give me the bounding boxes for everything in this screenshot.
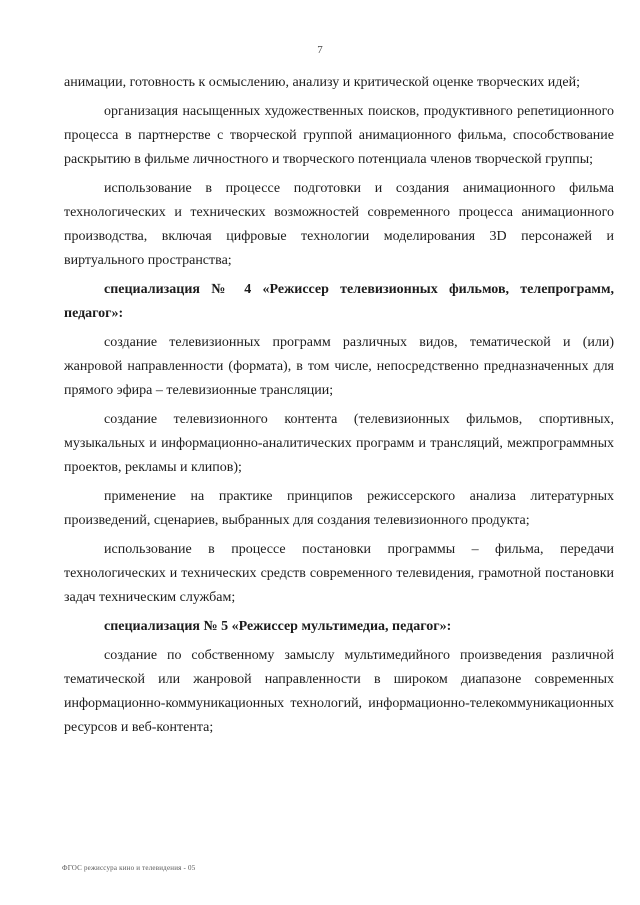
paragraph-multimedia-creation: создание по собственному замыслу мультимедийного произведения различной тематической или жанровой направленности в широком диапазоне современных информационно-коммуникационных технологий, информационно-телекоммуникационных ресурсов и веб-контента; bbox=[64, 648, 614, 735]
paragraph-tv-staging: использование в процессе постановки программы – фильма, передачи технологических и технических средств современного телевидения, грамотной постановки задач техническим службам; bbox=[64, 542, 614, 605]
paragraph-rehearsal-process: организация насыщенных художественных поисков, продуктивного репетиционного процесса в партнерстве с творческой группой анимационного фильма, способствование раскрытию в фильме личностного и творческого потенциала членов творческой группы; bbox=[64, 104, 614, 167]
paragraph-animation-technologies: использование в процессе подготовки и создания анимационного фильма технологических и технических возможностей современного процесса анимационного производства, включая цифровые технологии моделирования 3D персонажей и виртуального пространства; bbox=[64, 181, 614, 268]
paragraph-tv-content: создание телевизионного контента (телевизионных фильмов, спортивных, музыкальных и информационно-аналитических программ и трансляций, межпрограммных проектов, рекламы и клипов); bbox=[64, 412, 614, 475]
paragraph-tv-programs: создание телевизионных программ различных видов, тематической и (или) жанровой направленности (формата), в том числе, непосредственно предназначенных для прямого эфира – телевизионные трансляции; bbox=[64, 335, 614, 398]
document-body bbox=[64, 71, 614, 740]
page-number: 7 bbox=[317, 44, 323, 56]
heading-specialization-5: специализация № 5 «Режиссер мультимедиа, педагог»: bbox=[104, 619, 452, 634]
heading-specialization-4: специализация № 4 «Режиссер телевизионных фильмов, телепрограмм, педагог»: bbox=[64, 282, 614, 321]
paragraph-animation-continuation: анимации, готовность к осмыслению, анализу и критической оценке творческих идей; bbox=[64, 75, 580, 90]
page-footer: ФГОС режиссура кино и телевидения - 05 bbox=[62, 864, 196, 872]
paragraph-directing-analysis: применение на практике принципов режиссерского анализа литературных произведений, сценариев, выбранных для создания телевизионного продукта; bbox=[64, 489, 614, 528]
